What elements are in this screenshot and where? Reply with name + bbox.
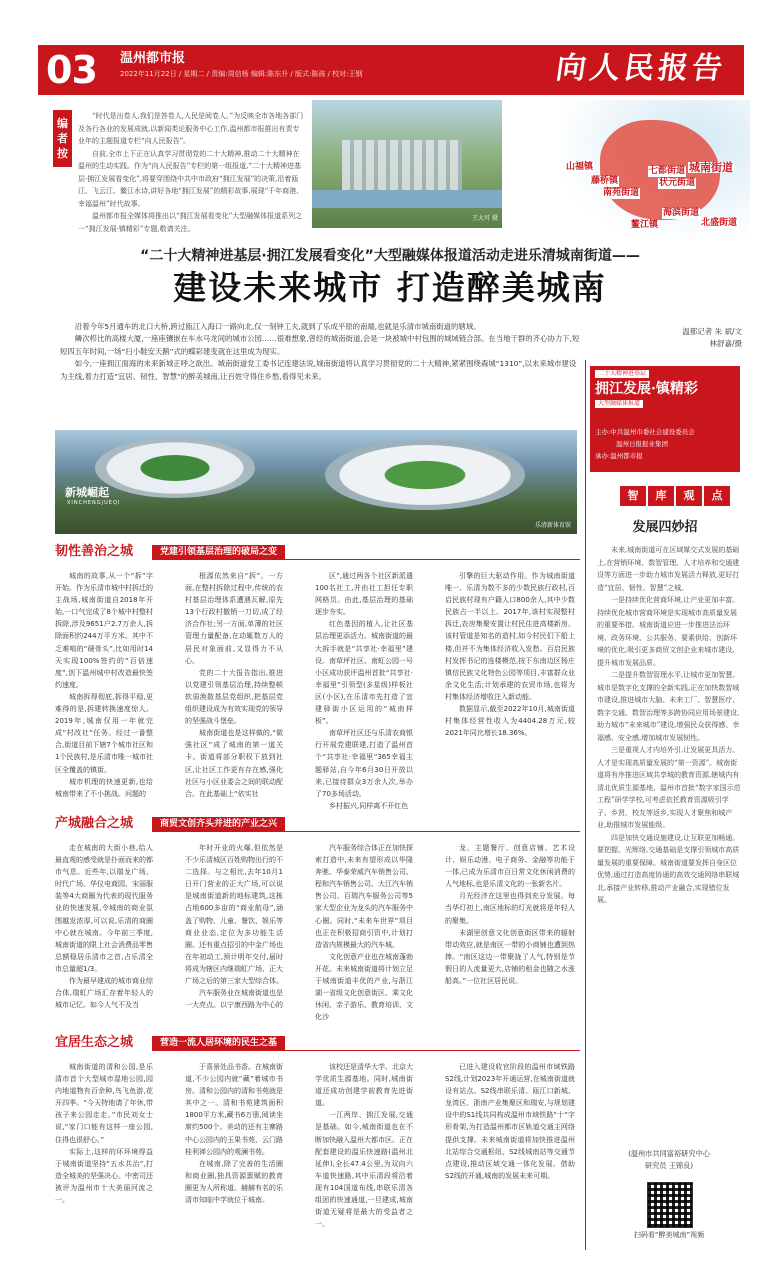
byline-photographer: 林舒嘉/摄 [709, 339, 742, 348]
author-line: (温州市共同富裕研究中心 [628, 1149, 710, 1158]
section-header [55, 1034, 580, 1052]
viewpoint-body [597, 544, 741, 907]
page-meta: 2022年11月22日 / 星期二 / 责编:周信杨 编辑:陈东升 / 版式:陈孩 / 校对:王钢 [120, 70, 363, 78]
section-name: 产城融合之城 [55, 816, 134, 831]
qr-code[interactable] [647, 1182, 693, 1228]
viewpoint-title: 发展四妙招 [632, 520, 698, 535]
editor-note-tag: 编者按 [53, 110, 72, 167]
paragraph: 走在城南的大街小巷,给人最直观的感受就是扑面而来的都市气息。近些年,以瑞龙广场、时代广场、华仪电商园、宋丽服装等4大商圈为代表的现代服务业的快速发展,令城南的商业氛围越发浓厚,可以说,乐清的商圈中心就在城南。今年前三季度,城南街道的限上社会消费品零售总额稳居乐清市之首,占乐清全市总量超1/3。 [55, 844, 153, 973]
qr-caption: 扫码看“醉美城南”视频 [633, 1231, 705, 1239]
article-column [445, 1061, 575, 1182]
page-header [38, 45, 744, 95]
photo-label-pinyin: XINCHENGJUEQI [67, 500, 121, 506]
series-organizer: 主办:中共温州市委社会建设委员会 [595, 428, 695, 436]
paragraph: 党的二十大报告指出,推进以党建引领基层治理,持续整顿软弱涣散基层党组织,把基层党组织建设成为有效实现党的领导的坚强战斗堡垒。 [185, 668, 283, 726]
paragraph: 于喜景处品书香。在城南街道,不少公园内就“藏”着城市书房。清和公园内的清和书苑就是其中之一。清和书苑建筑面积1800平方米,藏书6万册,阅读坐席约500个。美动的还有主寨路中心公园内的玉果书苑、云门路桂利禅公园内的观澜书苑。 [185, 1063, 283, 1156]
subheadline: “二十大精神进基层·拥江发展看变化”大型融媒体报道活动走进乐清城南街道—— [140, 248, 640, 264]
viewpoint-paragraph: 四是加快交通设施建设,让互联更加畅通。要把握、光辉络,交通基础是支撑引领城市高质量发展的重要保障。城南街道要发挥自身区位优势,通过打造高度协通的高效交通网络串联城北,承接产业转移,推动产业融合,实现错位发展。 [597, 833, 740, 904]
column-divider [585, 360, 586, 1250]
section-slogan: 商贸文创齐头并进的产业之兴 [152, 817, 285, 831]
paragraph: 在城南,除了完善的生活圈和商业圈,独具资源禀赋的教育圈更为人所称道。赫赫有名的乐清市知临中学就位于城南。 [185, 1159, 283, 1205]
section-slogan: 营造一流人居环境的民生之基 [152, 1036, 285, 1050]
paragraph: 区”,通过两各个社区新派遣100名社工,并由社工担任专职网格员。由此,基层治理的基础逐步夯实。 [315, 572, 413, 617]
series-box [590, 366, 740, 472]
map-label: 鳌江镇 [631, 220, 659, 230]
map-label: 海滨街道 [663, 208, 700, 218]
article-column [445, 842, 575, 987]
section-slogan: 党建引领基层治理的破局之变 [152, 545, 285, 559]
viewpoint-paragraph: 二是提升数智管理水平,让城市更加智慧。城市是数字化支撑的全新实践,正在加快数智城市建设,推进城市大脑、未来工厂、智慧医疗、数字交通、数智治理等多跨协同应用场景建设,助力城市“未来城市”建设,增强民众获得感、幸福感、安全感,增加城市发展韧性。 [597, 671, 740, 742]
paragraph: 根源依然来自“拆”。一方面,在整村拆除过程中,传统的农村基层治理体系遭遇瓦解,原先13个行政村撤销一刀切,成了经济合作社;另一方面,单薄的社区管理力量配备,在动辄数万人的居民对象面前,又显得力不从心。 [185, 572, 283, 665]
viewpoint-author [597, 1148, 741, 1172]
paragraph: 城南街道也是这样做的,“做强社区”成了城南的第一道关卡。街道将部分职权下放到社区,让社区工作更有存在感,强化社区与小区业委会之间的联动配合。在此基础上“依实社 [185, 729, 283, 798]
paragraph: 汽车服务综合体正在加快探索打造中,未来有望形成以华隆奔驰、华泰荣威汽车销售公司、程和汽车销售公司、大江汽车销售公司、百瑞汽车服务公司等5家大型企业为龙头的汽车服务中心圈。同时,“未来车世界”项目也正在积极招商引资中,计划打造省内规模最大的汽车城。 [315, 844, 413, 949]
byline-writer: 温都记者 朱 斌/文 [682, 327, 742, 336]
byline [652, 326, 742, 350]
paragraph: 该校还是清华大学、北京大学优质生源基地。同时,城南街道还成功创建学前教育先进街道。 [315, 1063, 413, 1108]
article-column [55, 842, 153, 1011]
paragraph: 实际上,这样的环环境得益于城南街道坚持“五水共治”,打造全城美的坚强决心。中密司还被评为温州市十大美丽河流之一。 [55, 1147, 153, 1205]
viewpoint-tag: 点 [704, 486, 730, 506]
editor-note-paragraph: “时代是出卷人,我们是答卷人,人民是阅卷人。”为反映全市各地各部门及各行各业的发展成就,以新闻类论服务中心工作,温州都市报推出有责专业年的主题报道专栏“向人民报告”。 [78, 112, 304, 145]
editor-note-paragraph: 自前,全市上下正在认真学习贯彻党的二十大精神,推动二十大精神在温州的生动实践。作为“向人民报告”专栏的第一组报道,“二十大精神进基层·拥江发展看变化”,将要穿围绕中共中市政府“拥江发展”的决策,沿着瓯江、飞云江、鳌江水诗,讲好各地“拥江发展”的精彩故事,展现“千年商港、幸福温州”时代故事。 [78, 149, 304, 208]
paragraph: 引擎的巨大驱动作用。作为城南街道唯一、乐清为数不多的少数民族行政村,百启民族村现有户籍人口800余人,其中少数民族占一半以上。2017年,该村实现整村拆迁,农房集聚安置让村民住进高楼新房。该村管道是知名的造村,如今村民们下船上楼,但并不为集体经济收入发愁。百启民族村发挥书记的连楼模范,按下东南边区杨庄镇信民族文化特色公园等项目,丰富群众业余文化生活;计划承建的农贸市场,也将为村集体经济增收注入新动能。 [445, 572, 575, 701]
map-label: 城南街道 [689, 161, 733, 174]
paragraph: 作为最早建成的城市商业综合体,瑞虹广场汇存着年轻人的城市记忆。如今人气不及当 [55, 977, 153, 1010]
paragraph: 数据显示,截至2022年10月,城南街道村集体经营性收入为4404.28万元,较2021年同比增长18.36%。 [445, 705, 575, 738]
paragraph: 南草坪社区还与乐清农商银行开展党建联建,打造了温州首个“共享社·幸福里”365幸福主题驿站,自今年6月30日开放以来,已接待群众3万余人次,举办了70多场活动。 [315, 729, 413, 798]
editor-note-paragraph: 温州都市报全媒体将推出以“拥江发展看变化”大型融媒体报道系列之一“拥江发展·镇精彩”专题,敬请关注。 [78, 212, 303, 233]
paragraph: 年时开业的火爆,但依然是不少乐清城区百姓购物出行的不二选择。与之相比,去年10月1日开门营业的正大广场,可以说是城南街道新的地标建筑,这栋占地600多亩的“商业航母”,涵盖了购物、儿童、餐饮、娱乐等商业业态,定位为多功能生活圈。还有重点招引的中金广场也在年初动工,预计明年交付,届时将成为辖区内继瑞虹广场、正大广场之后的第三家大型综合体。 [185, 844, 283, 986]
paragraph: 城南拆得彻底,拆得平稳,更难得的是,拆建转换速度惊人。2019年,城南仅用一年就完成“村改社”任务。经过一番整合,街道目前下辖7个城市社区和1个民族村,是乐清市唯一城市社区全覆盖的镇街。 [55, 692, 153, 774]
paragraph: 红色基因的植入,让社区基层治理更添活力。城南街道的最大拆手就是“共享社·幸福里”建设。南草坪社区、南虹公园一号小区成功获评温州首批“共享社·幸福里”引领型(多星级)样板社区(小区),在乐清市先打造了宜建驿街小区运用的“城南样板”。 [315, 620, 413, 726]
series-host: 承办:温州都市报 [595, 452, 643, 460]
paragraph: 汽车服务业在城南街道也是一大亮点。以宁康西路为中心的 [185, 989, 283, 1010]
map-label: 北盛街道 [701, 218, 738, 228]
article-column [445, 570, 575, 739]
headline: 建设未来城市 打造醉美城南 [173, 268, 607, 307]
section-name: 宜居生态之城 [55, 1035, 134, 1050]
photo-label: 新城崛起 [65, 486, 109, 499]
series-organizer: 温州日报报业集团 [616, 440, 668, 448]
section-name: 韧性善治之城 [55, 544, 134, 559]
viewpoint-tag: 库 [648, 486, 674, 506]
paragraph: 城南街道的清和公园,是乐清市首个大型城市湿地公园,园内地道物有百余种,鸟飞鱼游,花开四季。“今天特地请了年休,带孩子来公园走走。”市民刘女士说,“家门口能有这样一座公园,住得也很舒心。” [55, 1063, 153, 1144]
paragraph: 龙、主题餐厅、创意店铺、艺术设计、娱乐动漫、电子商务、金融等功能于一体,已成为乐清市百日常文化休闲消费的人气地标,也是乐清文化的一张新名片。 [445, 844, 575, 889]
viewpoint-paragraph: 三是重视人才内培外引,让发展更具活力。人才是实现高质量发展的“第一资源”。城南街道将有序推进区域共享城的教育资源,辖城内有清北优质生源基地、温州市首批“数字家国示范工程”研学学校,可考虑依托教育资源吸引学子、乡贤、校友等返乡,实现人才聚焦和城产业,助推城市发展能级。 [597, 746, 741, 829]
lede-paragraph: 鳞次栉比的高楼大厦,一座座镶嵌在车水马龙间的城市公园……很难想象,曾经的城南街道,会是一块被城中村包围的城域链合部。在当地干群的齐心协力下,短短四五年时间,一场“扫小鞋安天鹅”式的蝶彩建变就在这里成为现实。 [60, 334, 580, 356]
paragraph: 一江两岸、拥江发展,交通是基础。如今,城南街道也在不断加快融入温州大都市区。正在配套建设的温乐快速路(温州北延伸),全长47.4公里,为双向六车道快速路,其中乐清段将沿着现有104国道布线,串联乐清各组团的快速通道,一旦建成,城南街道无疑将是最大的受益者之一。 [315, 1111, 413, 1229]
paragraph: 已进入建设收官阶段的温州市域铁路S2线,计划2023年开通运营,在城南街道就设有站点。S2线串联乐清、瓯江口新城、龙湾区、浙南产业集聚区和瑞安,与规划建设中的S1线共同构成温州市域铁路“十”字形骨架,为打造温州都市区轨道交通主网络提供支撑。未来城南街道将加快推进温州北站综合交通枢纽、S2线城南站等交通节点建设,推动区域交通一体化发展。借助S2线的开通,城南的发展未来可期。 [445, 1063, 575, 1180]
region-map [560, 100, 750, 240]
page-number: 03 [46, 48, 97, 92]
article-column [315, 570, 413, 812]
paragraph: 月光经济在这里也得到充分发展。每当华灯初上,南区地标的灯光就将是年轻人的聚集。 [445, 892, 575, 925]
lede [60, 321, 580, 383]
editor-note [78, 110, 306, 235]
photo-credit: 王大可 摄 [472, 215, 498, 222]
viewpoint-paragraph: 一是持续优化营商环境,让产业更加丰富。持续优化城市营商环境是实现城市高质量发展的重要举措。城南街道应进一步推进法治环境、政务环境、公共服务、要素供给、创新环境的优化,吸引更多商贸文创企业来城市建设,提升城市发展品质。 [597, 596, 740, 667]
qr-block[interactable] [597, 1182, 741, 1250]
article-column [185, 1061, 283, 1206]
map-label: 山福镇 [566, 162, 594, 172]
article-column [55, 1061, 153, 1206]
section-header [55, 543, 580, 561]
aerial-photo [312, 100, 502, 228]
lede-paragraph: 如今,一座拥江面海的未来新城正呼之欲出。城南街道党工委书记连建法说,城南街道将认真学习贯彻党的二十大精神,紧紧围绕森城“1310”,以未来城市建设为主线,着力打造“宜居、韧性、智慧”的醉美城南,让百姓守得住乡愁,看得见未来。 [60, 359, 577, 381]
article-column [315, 842, 413, 1023]
article-column [315, 1061, 413, 1230]
column-title: 向人民报告 [553, 51, 729, 86]
paragraph: 乡村振兴,同样离不开红色 [329, 801, 409, 810]
section-header [55, 815, 580, 833]
map-label: 七都街道 [649, 166, 686, 176]
map-label: 藤桥镇 [591, 176, 619, 186]
series-kicker: 二十大精神进基层 [595, 370, 649, 378]
paragraph: 城南的故事,从一个“拆”字开始。作为乐清市城中村拆迁的主战场,城南街道自2018年开始,一口气完成了8个城中村整村拆除,涉及9651户2.7万余人,拆除面积约244万平方米。其中不乏难啃的“硬骨头”,比如用时14天实现100%签约的“百倍速度”,创下温州城中村改造最快签约速度。 [55, 572, 153, 689]
viewpoint-paragraph: 未来,城南街道可在区域媒交式发展的基础上,在营销环境、数智管理、人才培养和交通建设等方面进一步助力城市发展活力释放,更好打造“宜居、韧性、智慧”之城。 [597, 546, 740, 592]
viewpoint-tag: 智 [620, 486, 646, 506]
viewpoint-tag: 观 [676, 486, 702, 506]
article-column [185, 842, 283, 1011]
stadium-photo [55, 430, 577, 534]
map-label: 南苑街道 [603, 188, 640, 198]
author-line: 研究员 王锦良) [644, 1161, 694, 1170]
series-title: 拥江发展·镇精彩 [595, 381, 698, 397]
paper-name: 温州都市报 [120, 51, 186, 66]
photo-caption: 乐清新体育馆 [534, 522, 571, 529]
map-label: 状元街道 [659, 178, 696, 188]
series-subtitle: 大型融媒体报道 [595, 400, 643, 408]
paragraph: 未湖里创意文化创意街区带来的辐射带动效应,就是南区一带的小商铺也遭到热捧。“南区这边一带聚拢了人气,特别是节假日的人流量更大,店铺的租金也随之水涨船高。”一位社区居民说。 [445, 928, 575, 986]
article-column [55, 570, 153, 800]
paragraph: 城市机理的快速更新,也给城南带来了不小挑战。问题的 [55, 777, 153, 798]
lede-paragraph: 沿着今年5月通车的北口大桥,跨过瓯江入海口一路向北,仅一刻钟工夫,就到了乐成平原的南端,也就是乐清市城南街道的辖域。 [74, 322, 481, 331]
paragraph: 文化创意产业也在城南蓬勃开花。未来城南街道将计划立足于城南街道丰优的产业,与浙江湖一省级文化创意街区、乘文化休闲、亲子游乐、教育培训、文化沙 [315, 952, 413, 1022]
article-column [185, 570, 283, 800]
